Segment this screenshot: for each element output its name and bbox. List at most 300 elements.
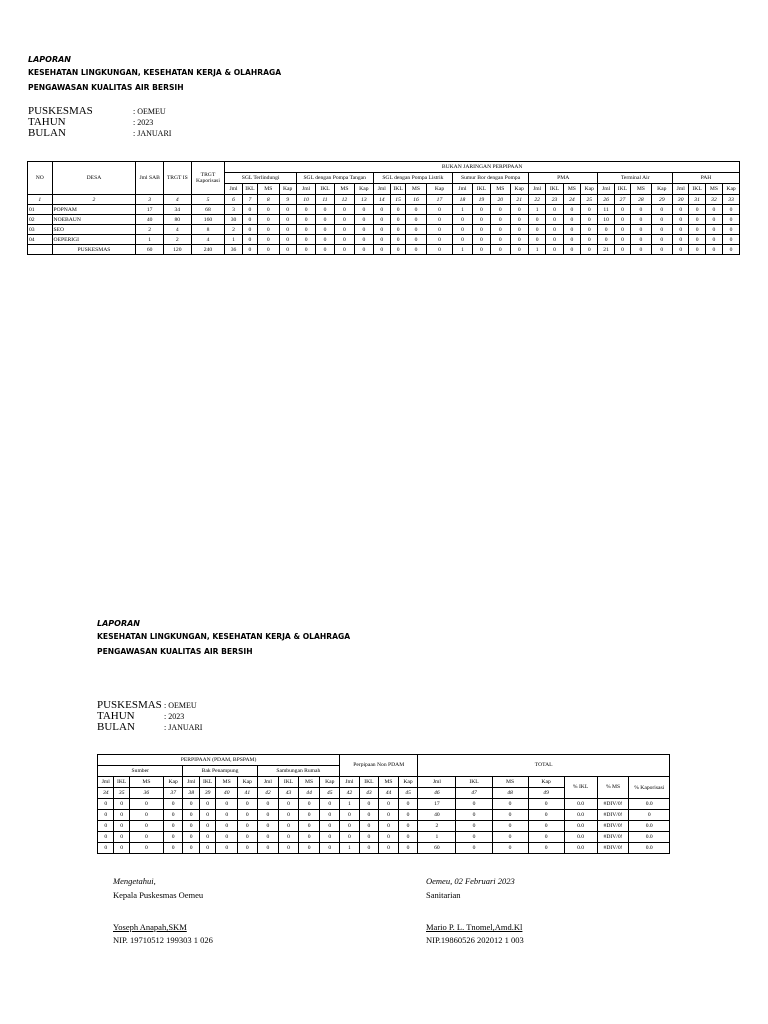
cell-value: 0: [723, 215, 740, 225]
cell-value: 0: [298, 799, 320, 810]
cell-value: 0: [528, 843, 564, 854]
cell-value: 0: [528, 821, 564, 832]
cell-value: 0: [296, 235, 315, 245]
cell-no: 02: [28, 215, 53, 225]
cell-percent: 0.0: [629, 832, 670, 843]
cell-value: 0: [510, 235, 528, 245]
header-sub: MS: [492, 777, 528, 788]
cell-value: 1: [340, 799, 360, 810]
header-subgroup: Bak Penampung: [183, 766, 257, 777]
cell-percent: 0.0: [564, 832, 597, 843]
cell-value: 3: [225, 205, 242, 215]
col-number: 41: [238, 788, 258, 799]
col-number: 43: [279, 788, 299, 799]
cell-value: 0: [257, 821, 279, 832]
cell-value: 0: [581, 225, 598, 235]
report2-title1: KESEHATAN LINGKUNGAN, KESEHATAN KERJA & OLAHRAGA: [97, 632, 351, 641]
cell-value: 0: [631, 245, 651, 255]
header-sub: MS: [258, 184, 279, 195]
col-number: 49: [528, 788, 564, 799]
col-number: 19: [472, 195, 490, 205]
cell-value: 0: [426, 225, 453, 235]
cell-desa: OEPERIGI: [52, 235, 136, 245]
cell-value: 1: [528, 245, 545, 255]
header-sub: Kap: [426, 184, 453, 195]
cell-value: 36: [225, 245, 242, 255]
cell-value: 0: [528, 799, 564, 810]
cell-value: 0: [492, 832, 528, 843]
header-group: BUKAN JARINGAN PERPIPAAN: [225, 162, 740, 173]
col-number: 21: [510, 195, 528, 205]
cell-value: 0: [456, 843, 492, 854]
cell-value: 0: [373, 235, 390, 245]
cell-value: 0: [563, 235, 580, 245]
header-sub: IKL: [390, 184, 405, 195]
header-sub: IKL: [316, 184, 334, 195]
cell-value: 60: [418, 843, 456, 854]
cell-value: 0: [406, 225, 426, 235]
cell-percent: #DIV/0!: [597, 810, 629, 821]
cell-value: 0: [379, 821, 399, 832]
cell-value: 0: [183, 832, 199, 843]
sig-right-name: Mario P. L. Tnomel,Amd.Kl: [426, 922, 523, 932]
header-row: [28, 162, 740, 173]
cell-value: 0: [359, 810, 379, 821]
cell-value: 21: [598, 245, 614, 255]
col-number: 5: [191, 195, 225, 205]
col-number: 37: [163, 788, 183, 799]
col-number: 12: [334, 195, 354, 205]
info-value: : JANUARI: [133, 129, 172, 138]
cell-value: 8: [191, 225, 225, 235]
info-label: TAHUN: [28, 116, 66, 128]
header-sub: IKL: [546, 184, 563, 195]
header-sub: IKL: [242, 184, 257, 195]
report2-info: [97, 700, 317, 733]
col-number: 35: [114, 788, 129, 799]
cell-value: 0: [334, 215, 354, 225]
cell-percent: 0.0: [629, 843, 670, 854]
cell-value: 120: [163, 245, 191, 255]
header-subgroup: Sumur Bor dengan Pompa: [453, 173, 529, 184]
col-number: 22: [528, 195, 545, 205]
cell-value: 0: [546, 225, 563, 235]
header-subgroup: Terminal Air: [598, 173, 673, 184]
cell-value: 0: [340, 810, 360, 821]
table-row: [28, 235, 740, 245]
header-sub: IKL: [114, 777, 129, 788]
cell-value: 0: [257, 799, 279, 810]
header-sub: MS: [379, 777, 399, 788]
cell-value: 0: [528, 235, 545, 245]
info-value: : JANUARI: [164, 723, 203, 732]
cell-value: 0: [257, 832, 279, 843]
cell-percent: 0.0: [564, 843, 597, 854]
header-sub: IKL: [472, 184, 490, 195]
cell-value: 0: [163, 799, 183, 810]
cell-value: 0: [238, 843, 258, 854]
cell-value: 0: [359, 799, 379, 810]
col-number: 8: [258, 195, 279, 205]
header-sub: Kap: [510, 184, 528, 195]
cell-value: 0: [456, 810, 492, 821]
cell-value: 0: [199, 799, 215, 810]
sig-left-nip: NIP. 19710512 199303 1 026: [113, 935, 213, 945]
cell-value: 0: [129, 799, 163, 810]
cell-value: 0: [705, 215, 722, 225]
cell-value: 0: [472, 245, 490, 255]
cell-value: 17: [418, 799, 456, 810]
cell-value: 240: [191, 245, 225, 255]
col-number: 29: [651, 195, 672, 205]
cell-value: 0: [114, 843, 129, 854]
header-subgroup: Sumber: [98, 766, 183, 777]
cell-value: 0: [406, 215, 426, 225]
cell-value: 0: [651, 215, 672, 225]
cell-value: 1: [453, 205, 472, 215]
cell-value: 0: [453, 225, 472, 235]
cell-value: 0: [163, 810, 183, 821]
header-no: NO: [28, 162, 53, 195]
cell-value: 0: [334, 205, 354, 215]
cell-value: 0: [614, 205, 630, 215]
cell-value: 0: [373, 225, 390, 235]
cell-value: 0: [216, 821, 238, 832]
col-number: 17: [426, 195, 453, 205]
cell-value: 0: [258, 205, 279, 215]
cell-value: 0: [398, 821, 418, 832]
cell-value: 0: [472, 205, 490, 215]
cell-value: 0: [390, 235, 405, 245]
cell-value: 0: [689, 235, 705, 245]
header-non-pdam: Perpipaan Non PDAM: [340, 755, 418, 777]
cell-value: 80: [163, 215, 191, 225]
cell-value: 0: [426, 205, 453, 215]
cell-percent: 0.0: [629, 821, 670, 832]
cell-value: 0: [279, 810, 299, 821]
cell-value: 0: [129, 821, 163, 832]
header-sub: IKL: [614, 184, 630, 195]
cell-value: 0: [631, 215, 651, 225]
cell-value: 0: [491, 245, 510, 255]
signature-left: [113, 876, 213, 946]
cell-value: 0: [546, 215, 563, 225]
cell-value: 0: [705, 245, 722, 255]
cell-value: 0: [258, 245, 279, 255]
cell-value: 0: [689, 205, 705, 215]
header-sub: Jml: [418, 777, 456, 788]
header-sub: MS: [216, 777, 238, 788]
header-subgroup: SGL Terlindungi: [225, 173, 297, 184]
cell-value: 0: [689, 225, 705, 235]
cell-value: 0: [689, 245, 705, 255]
header-sub: Jml: [373, 184, 390, 195]
cell-no: 01: [28, 205, 53, 215]
cell-value: 0: [279, 832, 299, 843]
cell-desa: SEO: [52, 225, 136, 235]
cell-value: 0: [581, 205, 598, 215]
cell-value: 0: [546, 205, 563, 215]
sig-left-line1: Mengetahui,: [113, 876, 156, 886]
cell-value: 1: [225, 235, 242, 245]
header-subgroup: SGL dengan Pompa Tangan: [296, 173, 373, 184]
cell-value: 0: [216, 832, 238, 843]
report1-title1: KESEHATAN LINGKUNGAN, KESEHATAN KERJA & OLAHRAGA: [28, 68, 282, 77]
info-label: BULAN: [28, 127, 66, 139]
cell-value: 0: [563, 225, 580, 235]
cell-value: 0: [492, 843, 528, 854]
header-trgt-is: TRGT IS: [163, 162, 191, 195]
cell-value: 0: [114, 821, 129, 832]
signature-right: [426, 876, 524, 946]
col-number: 2: [52, 195, 136, 205]
cell-value: 0: [491, 225, 510, 235]
col-number: 16: [406, 195, 426, 205]
cell-percent: #DIV/0!: [597, 832, 629, 843]
cell-value: 0: [705, 235, 722, 245]
header-sub: MS: [631, 184, 651, 195]
cell-value: 0: [673, 225, 689, 235]
cell-value: 0: [320, 832, 340, 843]
header-sub: Jml: [340, 777, 360, 788]
col-number: 14: [373, 195, 390, 205]
col-number: 10: [296, 195, 315, 205]
info-value: : OEMEU: [133, 107, 166, 116]
header-sub: Kap: [279, 184, 296, 195]
report1-laporan: LAPORAN: [28, 55, 71, 64]
col-number: 25: [581, 195, 598, 205]
cell-value: 0: [242, 245, 257, 255]
cell-value: 0: [298, 843, 320, 854]
header-row: [98, 777, 670, 788]
cell-value: 0: [510, 205, 528, 215]
cell-value: 0: [238, 799, 258, 810]
cell-value: 0: [242, 225, 257, 235]
col-number: 33: [723, 195, 740, 205]
cell-value: 0: [114, 832, 129, 843]
header-trgt-kap: TRGT Kaporisasi: [191, 162, 225, 195]
cell-value: 0: [563, 215, 580, 225]
cell-value: 0: [528, 810, 564, 821]
cell-value: 0: [472, 215, 490, 225]
header-sub: IKL: [359, 777, 379, 788]
cell-percent: #DIV/0!: [597, 821, 629, 832]
cell-value: 0: [673, 215, 689, 225]
col-number: 7: [242, 195, 257, 205]
header-sub: Jml: [598, 184, 614, 195]
cell-value: 0: [373, 215, 390, 225]
cell-value: 0: [242, 215, 257, 225]
header-sub: Kap: [528, 777, 564, 788]
report2-title2: PENGAWASAN KUALITAS AIR BERSIH: [97, 647, 253, 656]
cell-value: 0: [216, 799, 238, 810]
cell-percent: 0: [629, 810, 670, 821]
info-label: TAHUN: [97, 710, 135, 722]
header-sub: MS: [298, 777, 320, 788]
cell-value: 0: [242, 235, 257, 245]
sig-right-nip: NIP.19860526 202012 1 003: [426, 935, 524, 945]
report1-table: [27, 161, 740, 255]
sig-left-role: Kepala Puskesmas Oemeu: [113, 890, 204, 900]
col-number: 44: [298, 788, 320, 799]
cell-value: 0: [472, 235, 490, 245]
col-number: 46: [418, 788, 456, 799]
report2-laporan: LAPORAN: [97, 619, 140, 628]
cell-value: 0: [257, 810, 279, 821]
cell-value: 0: [279, 843, 299, 854]
header-sub: MS: [406, 184, 426, 195]
cell-value: 0: [257, 843, 279, 854]
cell-percent: 0.0: [564, 810, 597, 821]
col-number: 45: [320, 788, 340, 799]
header-perpipaan: PERPIPAAN (PDAM, BPSPAM): [98, 755, 340, 766]
cell-value: 0: [631, 205, 651, 215]
cell-value: 0: [689, 215, 705, 225]
col-number: 47: [456, 788, 492, 799]
cell-value: 0: [406, 235, 426, 245]
header-sub: Jml: [453, 184, 472, 195]
cell-value: 0: [183, 843, 199, 854]
cell-value: 0: [359, 843, 379, 854]
header-sub: Kap: [320, 777, 340, 788]
table-row: [28, 215, 740, 225]
cell-value: 0: [279, 799, 299, 810]
header-sub: Kap: [355, 184, 373, 195]
cell-value: 17: [136, 205, 164, 215]
cell-value: 0: [298, 810, 320, 821]
cell-value: 0: [426, 235, 453, 245]
cell-value: 1: [418, 832, 456, 843]
cell-value: 0: [163, 821, 183, 832]
cell-value: 40: [418, 810, 456, 821]
cell-value: 0: [598, 235, 614, 245]
cell-value: 0: [163, 843, 183, 854]
table-row: [98, 843, 670, 854]
cell-value: 0: [238, 821, 258, 832]
header-sub: Kap: [723, 184, 740, 195]
cell-value: 0: [528, 225, 545, 235]
cell-value: 0: [238, 810, 258, 821]
col-number: 15: [390, 195, 405, 205]
col-number: 36: [129, 788, 163, 799]
cell-value: 0: [651, 205, 672, 215]
table-row: [28, 245, 740, 255]
cell-value: 0: [258, 215, 279, 225]
col-number: 48: [492, 788, 528, 799]
cell-value: 0: [340, 832, 360, 843]
header-total: TOTAL: [418, 755, 670, 777]
cell-value: 0: [614, 225, 630, 235]
cell-value: 0: [129, 843, 163, 854]
header-sub: Kap: [163, 777, 183, 788]
col-number: 24: [563, 195, 580, 205]
cell-value: 0: [379, 799, 399, 810]
col-number: 31: [689, 195, 705, 205]
cell-value: 0: [528, 832, 564, 843]
col-number: 23: [546, 195, 563, 205]
cell-value: 0: [183, 810, 199, 821]
report2-header: [97, 618, 350, 659]
cell-value: 0: [279, 215, 296, 225]
cell-value: 4: [191, 235, 225, 245]
report1-header: [28, 54, 281, 95]
header-subgroup: PMA: [528, 173, 598, 184]
info-label: BULAN: [97, 721, 135, 733]
cell-value: 0: [334, 245, 354, 255]
cell-value: 0: [705, 225, 722, 235]
cell-value: 0: [199, 821, 215, 832]
cell-value: 0: [355, 215, 373, 225]
header-sub: Jml: [183, 777, 199, 788]
cell-value: 0: [320, 821, 340, 832]
cell-value: 0: [426, 215, 453, 225]
cell-value: 4: [163, 225, 191, 235]
cell-value: 0: [614, 235, 630, 245]
cell-value: 0: [320, 810, 340, 821]
header-subgroup: Sambungan Rumah: [257, 766, 339, 777]
cell-value: 0: [379, 832, 399, 843]
cell-value: 0: [581, 245, 598, 255]
cell-value: 0: [238, 832, 258, 843]
header-sub: Jml: [98, 777, 114, 788]
cell-value: 0: [631, 235, 651, 245]
cell-value: 0: [296, 205, 315, 215]
cell-value: 0: [456, 821, 492, 832]
cell-value: 0: [598, 225, 614, 235]
col-number: 11: [316, 195, 334, 205]
col-number: 42: [340, 788, 360, 799]
col-number: 44: [379, 788, 399, 799]
cell-value: 0: [98, 799, 114, 810]
cell-value: 10: [598, 215, 614, 225]
header-pct-ms: % MS: [597, 777, 629, 799]
cell-value: 0: [705, 205, 722, 215]
sig-left-name: Yoseph Anapah,SKM: [113, 922, 187, 932]
cell-value: 0: [258, 225, 279, 235]
cell-value: 0: [279, 225, 296, 235]
info-row-bulan: [28, 128, 248, 139]
col-number: 30: [673, 195, 689, 205]
cell-value: 0: [510, 225, 528, 235]
cell-value: 1: [453, 245, 472, 255]
cell-value: 0: [614, 245, 630, 255]
col-number: 32: [705, 195, 722, 205]
cell-value: 0: [651, 235, 672, 245]
header-sub: Jml: [528, 184, 545, 195]
cell-desa: POPNAM: [52, 205, 136, 215]
header-sub: Jml: [225, 184, 242, 195]
cell-value: 2: [418, 821, 456, 832]
cell-value: 0: [98, 821, 114, 832]
cell-value: 11: [598, 205, 614, 215]
col-number: 18: [453, 195, 472, 205]
cell-value: 0: [390, 245, 405, 255]
cell-desa: NOEBAUN: [52, 215, 136, 225]
cell-percent: #DIV/0!: [597, 843, 629, 854]
cell-value: 0: [563, 245, 580, 255]
info-label: PUSKESMAS: [28, 105, 93, 117]
header-desa: DESA: [52, 162, 136, 195]
col-number: 39: [199, 788, 215, 799]
cell-value: 0: [163, 832, 183, 843]
col-number: 6: [225, 195, 242, 205]
cell-value: 0: [279, 235, 296, 245]
cell-value: 0: [316, 215, 334, 225]
col-number: 1: [28, 195, 53, 205]
col-number: 42: [257, 788, 279, 799]
table-row: [28, 225, 740, 235]
cell-value: 0: [129, 810, 163, 821]
